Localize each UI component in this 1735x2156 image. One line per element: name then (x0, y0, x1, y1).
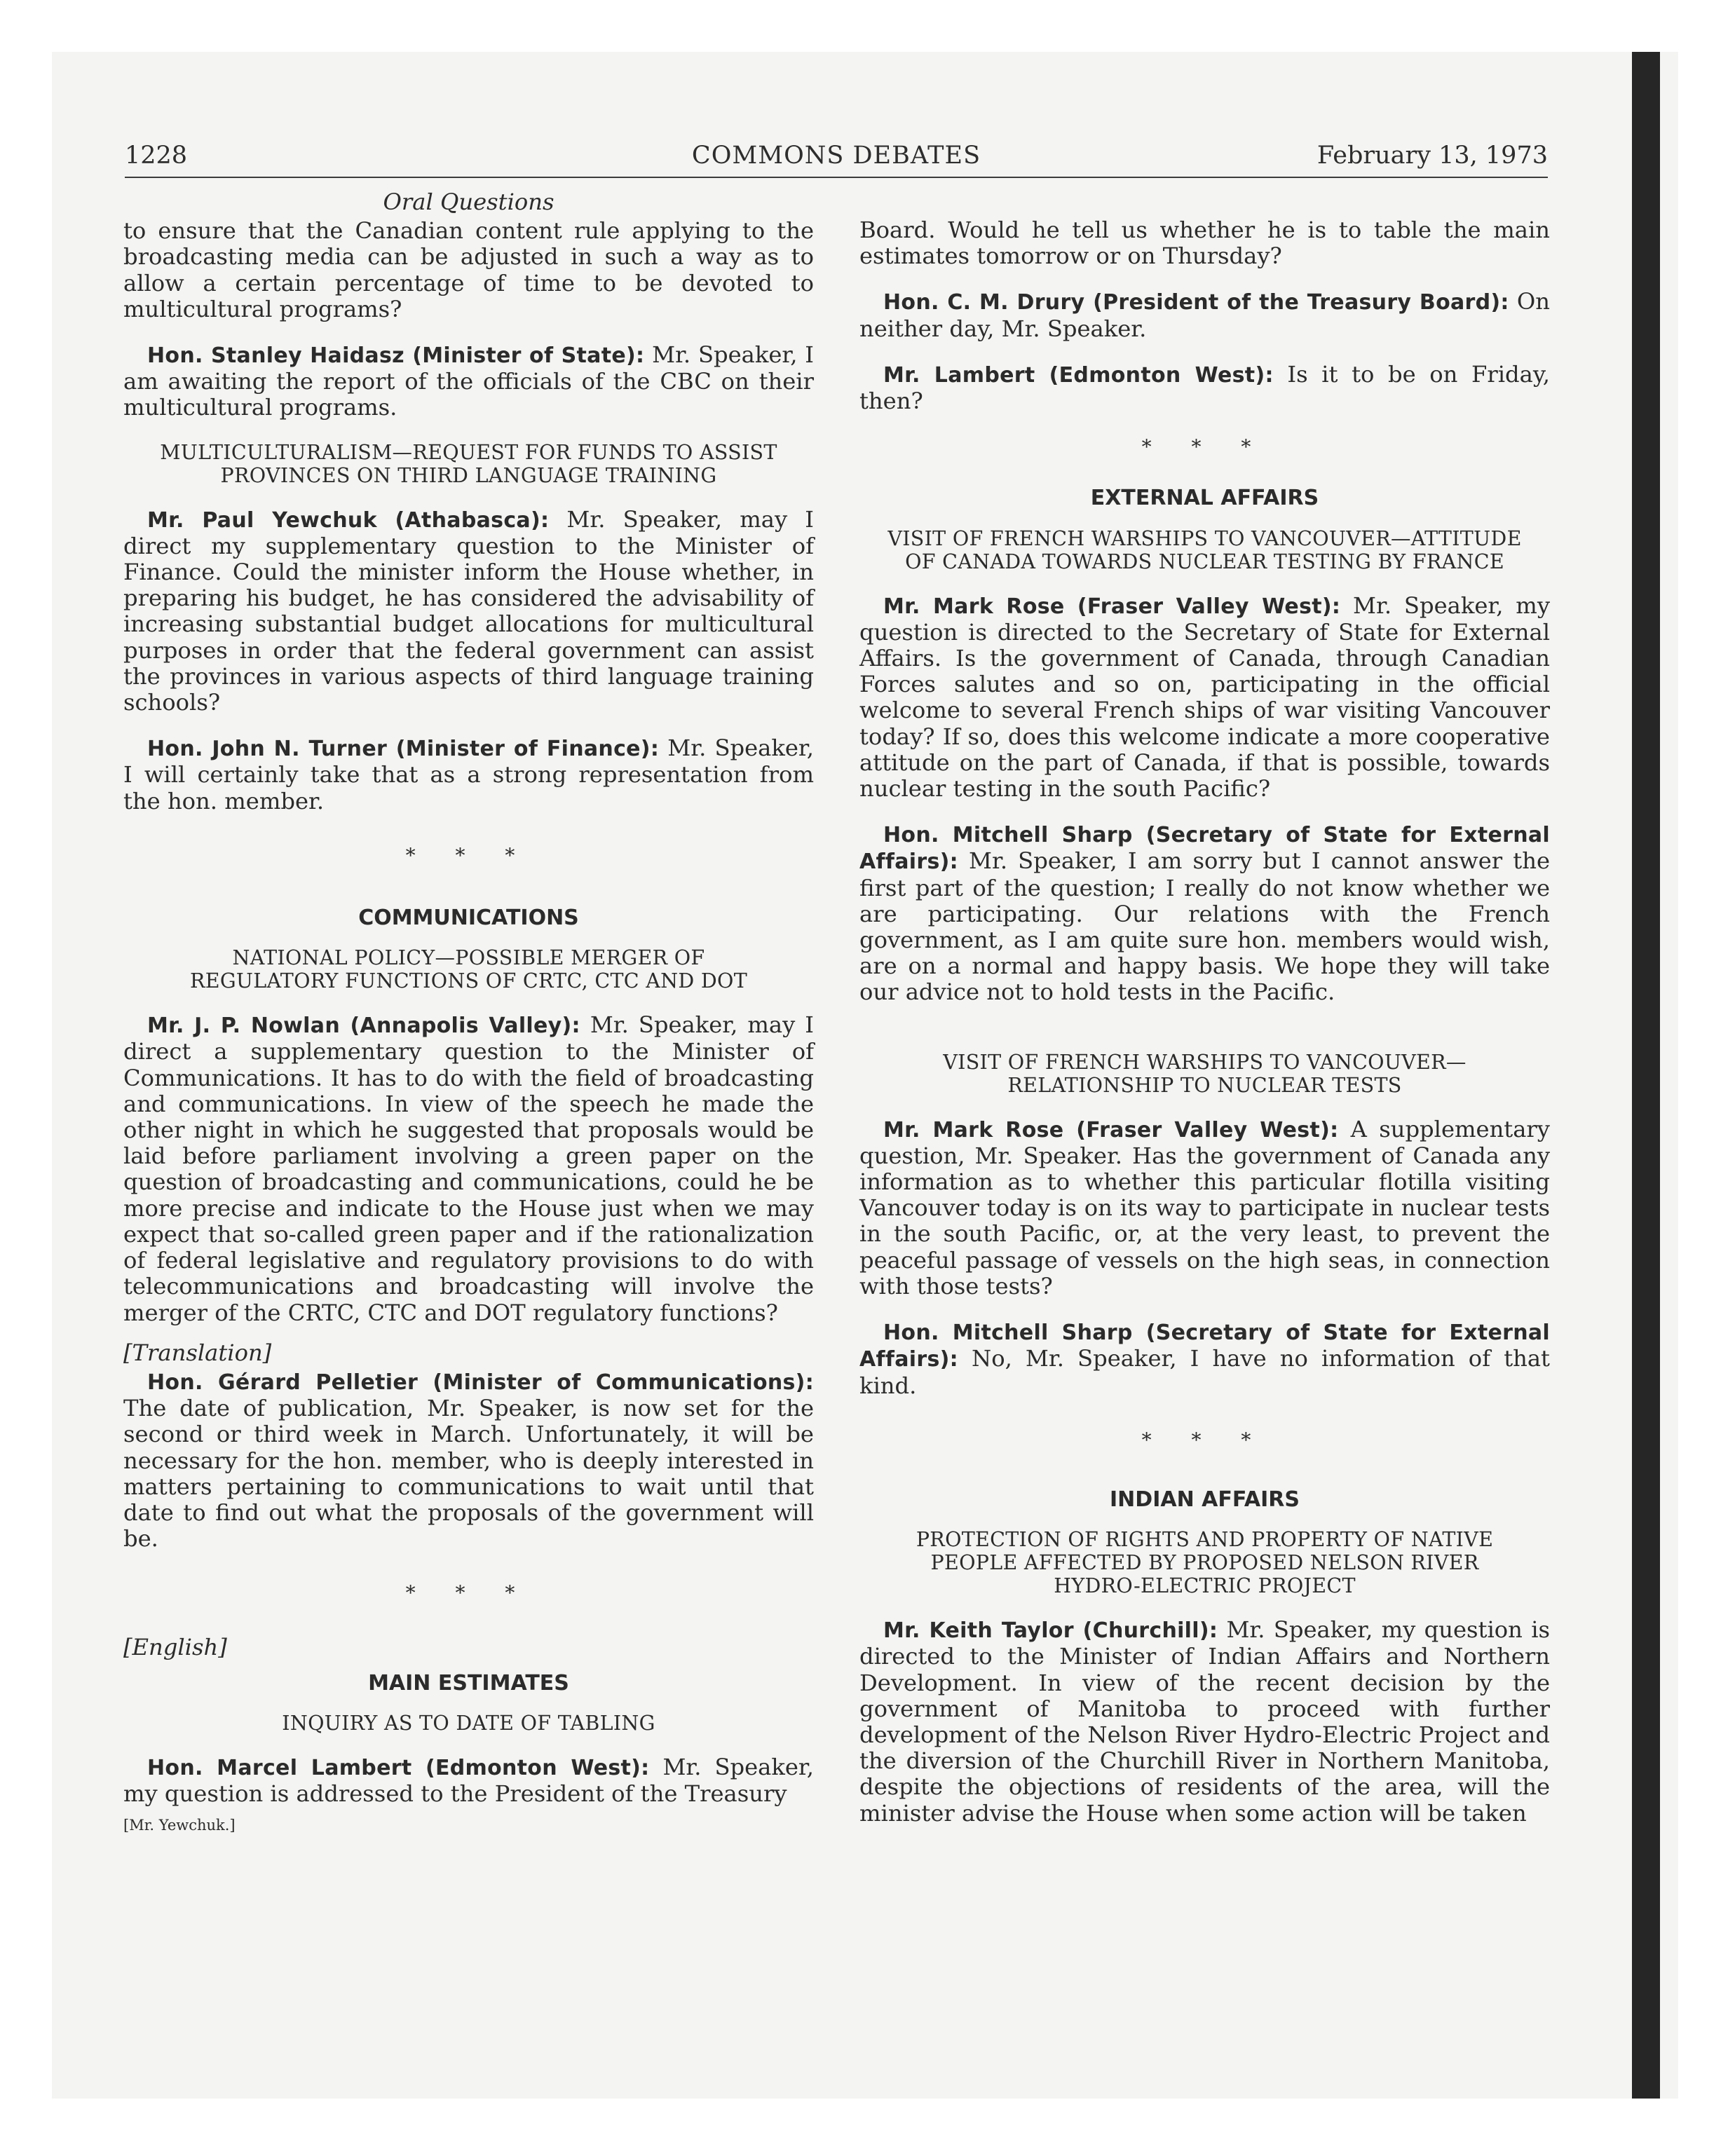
paragraph: Hon. John N. Turner (Minister of Finance): Mr. Speaker, I will certainly take that as a strong representation from the hon. member. (123, 735, 814, 814)
speaker-name: Hon. Gérard Pelletier (Minister of Communications): (147, 1370, 814, 1395)
subheading: NATIONAL POLICY—POSSIBLE MERGER OF REGULATORY FUNCTIONS OF CRTC, CTC AND DOT (189, 946, 748, 993)
left-column (123, 189, 814, 1834)
speaker-name: Hon. Stanley Haidasz (Minister of State): (147, 343, 645, 369)
paragraph: Mr. Mark Rose (Fraser Valley West): Mr. Speaker, my question is directed to the Secretary of State for External Affairs. Is the government of Canada, through Canadian Forces salutes and so on, participating in the official welcome to several French ships of war visiting Vancouver today? If so, does this welcome indicate a more cooperative attitude on the part of Canada, if that is possible, towards nuclear testing in the south Pacific? (859, 592, 1551, 803)
section-heading: COMMUNICATIONS (358, 906, 579, 931)
paragraph: Mr. Lambert (Edmonton West): Is it to be on Friday, then? (859, 360, 1550, 415)
paragraph: Board. Would he tell us whether he is to table the main estimates tomorrow or on Thursday? (859, 217, 1550, 270)
paragraph: Hon. Mitchell Sharp (Secretary of State for External Affairs): No, Mr. Speaker, I have no information of that kind. (859, 1321, 1550, 1399)
speaker-name: Hon. Marcel Lambert (Edmonton West): (147, 1755, 650, 1780)
publication-title: COMMONS DEBATES (691, 142, 981, 170)
paragraph: Hon. Gérard Pelletier (Minister of Communications): The date of publication, Mr. Speaker, is now set for the second or third week in March. Unfortunately, it will be necessary for the hon. member, who is deeply interested in matters pertaining to communications to wait until that date to find out what the proposals of the government will be. (123, 1370, 814, 1553)
paragraph: Hon. C. M. Drury (President of the Treasury Board): On neither day, Mr. Speaker. (859, 288, 1550, 342)
language-note: [English] (123, 1633, 227, 1660)
speaker-name: Mr. Mark Rose (Fraser Valley West): (883, 1117, 1339, 1142)
section-separator: * * * (1141, 1428, 1268, 1452)
page-number: 1228 (125, 142, 188, 170)
speaker-name: Hon. John N. Turner (Minister of Finance): (147, 737, 660, 762)
translation-note: [Translation] (123, 1339, 272, 1366)
publication-date: February 13, 1973 (1316, 142, 1548, 170)
paragraph: to ensure that the Canadian content rule applying to the broadcasting media can be adjusted in such a way as to allow a certain percentage of time to be devoted to multicultural programs? (123, 217, 814, 322)
speaker-name: Mr. Lambert (Edmonton West): (883, 362, 1274, 388)
subheading: PROTECTION OF RIGHTS AND PROPERTY OF NATIVE PEOPLE AFFECTED BY PROPOSED NELSON RIVER HYDRO-ELECTRIC PROJECT (916, 1528, 1494, 1598)
subheading: MULTICULTURALISM—REQUEST FOR FUNDS TO ASSIST PROVINCES ON THIRD LANGUAGE TRAINING (160, 440, 777, 487)
page-footer-note: [Mr. Yewchuk.] (123, 1817, 236, 1834)
section-heading: INDIAN AFFAIRS (1110, 1487, 1300, 1512)
paragraph: Mr. Keith Taylor (Churchill): Mr. Speaker, my question is directed to the Minister of Indian Affairs and Northern Development. In view of the recent decision by the government of Manitoba to proceed with further development of the Nelson River Hydro-Electric Project and the diversion of the Churchill River in Northern Manitoba, despite the objections of residents of the area, will the minister advise the House when some action will be taken (859, 1616, 1551, 1827)
paragraph: Mr. Paul Yewchuk (Athabasca): Mr. Speaker, may I direct my supplementary question to the Minister of Finance. Could the minister inform the House whether, in preparing his budget, he has considered the advisability of increasing substantial budget allocations for multicultural purposes in order that the federal government can assist the provinces in various aspects of third language training schools? (123, 505, 814, 716)
page-binding-edge (1632, 52, 1660, 2099)
speaker-name: Mr. Paul Yewchuk (Athabasca): (147, 507, 550, 533)
subheading: INQUIRY AS TO DATE OF TABLING (282, 1711, 655, 1735)
paragraph: Mr. Mark Rose (Fraser Valley West): A supplementary question, Mr. Speaker. Has the government of Canada any information as to whether this particular flotilla visiting Vancouver today is on its way to participate in nuclear tests in the south Pacific, or, at the very least, to prevent the peaceful passage of vessels on the high seas, in connection with those tests? (859, 1115, 1550, 1299)
speaker-name: Hon. C. M. Drury (President of the Treasury Board): (883, 290, 1509, 315)
paragraph: Hon. Stanley Haidasz (Minister of State): Mr. Speaker, I am awaiting the report of the officials of the CBC on their multicultural programs. (123, 341, 814, 421)
paragraph: Hon. Marcel Lambert (Edmonton West): Mr. Speaker, my question is addressed to the President of the Treasury (123, 1753, 814, 1808)
paragraph: Hon. Mitchell Sharp (Secretary of State for External Affairs): Mr. Speaker, I am sorry but I cannot answer the first part of the question; I really do not know whether we are participating. Our relations with the French government, as I am quite sure hon. members would wish, are on a normal and happy basis. We hope they will take our advice not to hold tests in the Pacific. (859, 823, 1550, 1006)
speaker-name: Hon. Mitchell Sharp (Secretary of State for External Affairs): (859, 823, 1550, 875)
paragraph: Mr. J. P. Nowlan (Annapolis Valley): Mr. Speaker, may I direct a supplementary question to the Minister of Communications. It has to do with the field of broadcasting and communications. In view of the speech he made the other night in which he suggested that proposals would be laid before parliament involving a green paper on the question of broadcasting and communications, could he be more precise and indicate to the House just when we may expect that so-called green paper and if the rationalization of federal legislative and regulatory provisions to do with telecommunications and broadcasting will involve the merger of the CRTC, CTC and DOT regulatory functions? (123, 1011, 815, 1326)
subheading: VISIT OF FRENCH WARSHIPS TO VANCOUVER—ATTITUDE OF CANADA TOWARDS NUCLEAR TESTING BY FRANCE (887, 526, 1522, 573)
page-header (125, 140, 1548, 178)
section-separator: * * * (1141, 435, 1268, 459)
section-separator: * * * (405, 1581, 532, 1605)
speaker-name: Mr. Keith Taylor (Churchill): (883, 1618, 1218, 1644)
speaker-name: Mr. J. P. Nowlan (Annapolis Valley): (147, 1014, 580, 1039)
section-separator: * * * (405, 843, 532, 867)
running-head: Oral Questions (383, 189, 554, 215)
speaker-name: Hon. Mitchell Sharp (Secretary of State for External Affairs): (859, 1321, 1550, 1372)
subheading: VISIT OF FRENCH WARSHIPS TO VANCOUVER— RELATIONSHIP TO NUCLEAR TESTS (943, 1050, 1467, 1097)
speaker-name: Mr. Mark Rose (Fraser Valley West): (883, 594, 1341, 619)
section-heading: EXTERNAL AFFAIRS (1090, 486, 1319, 511)
section-heading: MAIN ESTIMATES (368, 1670, 569, 1696)
right-column (859, 189, 1550, 1827)
